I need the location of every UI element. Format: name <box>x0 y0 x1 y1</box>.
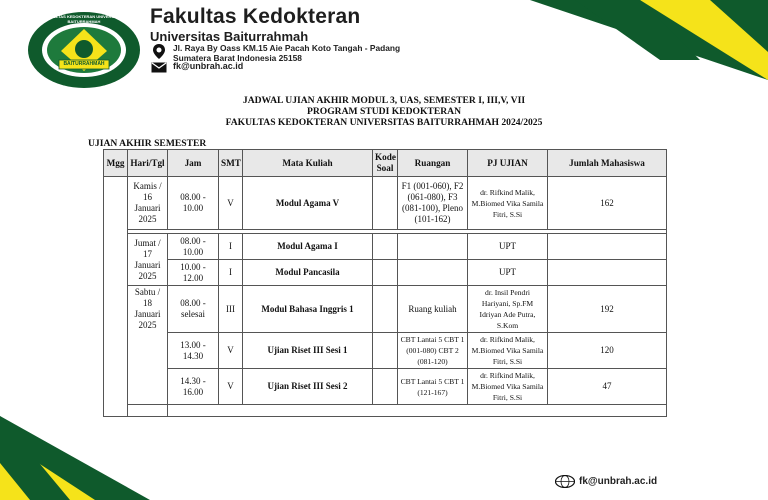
cell-hari: Kamis / 16 Januari 2025 <box>128 177 168 230</box>
cell-mata-kuliah: Modul Agama I <box>243 234 373 260</box>
cell-ruangan <box>398 234 468 260</box>
cell-jumlah: 192 <box>548 286 667 333</box>
mail-icon <box>151 62 167 73</box>
header-email[interactable]: fk@unbrah.ac.id <box>173 61 244 71</box>
cell-jumlah <box>548 260 667 286</box>
cell-pj-ujian: dr. Rifkind Malik, M.Biomed Vika Samila Fitri, S.Si <box>468 369 548 405</box>
university-name: Universitas Baiturrahmah <box>150 29 309 44</box>
location-pin-icon <box>152 44 166 60</box>
cell-ruangan: CBT Lantai 5 CBT 1 (001-080) CBT 2 (081-120) <box>398 333 468 369</box>
logo-ring-text: FAKULTAS KEDOKTERAN UNIVERSITAS BAITURRAHMAH <box>45 14 123 24</box>
address-line-2: Sumatera Barat Indonesia 25158 <box>173 53 302 63</box>
cell-smt: V <box>219 369 243 405</box>
header-smt: SMT <box>219 150 243 177</box>
cell-mata-kuliah: Ujian Riset III Sesi 2 <box>243 369 373 405</box>
title-line-3: FAKULTAS KEDOKTERAN UNIVERSITAS BAITURRAHMAH 2024/2025 <box>225 117 543 128</box>
cell-jumlah: 47 <box>548 369 667 405</box>
table-row <box>104 260 667 286</box>
cell-pj-ujian: dr. Rifkind Malik, M.Biomed Vika Samila Fitri, S.Si <box>468 333 548 369</box>
cell-pj-ujian: UPT <box>468 260 548 286</box>
cell-kode-soal <box>373 286 398 333</box>
address-line-1: Jl. Raya By Oass KM.15 Aie Pacah Koto Tangah - Padang <box>173 43 401 53</box>
header-ruangan: Ruangan <box>398 150 468 177</box>
cell-jam: 08.00 - 10.00 <box>168 177 219 230</box>
cell-ruangan: Ruang kuliah <box>398 286 468 333</box>
cell-ruangan: F1 (001-060), F2 (061-080), F3 (081-100), Pleno (101-162) <box>398 177 468 230</box>
cell-kode-soal <box>373 260 398 286</box>
cell-pj-ujian: dr. Insil Pendri Hariyani, Sp.FM Idriyan Ade Putra, S.Kom <box>468 286 548 333</box>
exam-schedule-table <box>103 149 667 417</box>
bottom-left-decoration <box>0 408 220 500</box>
document-title <box>0 95 768 128</box>
header-pj-ujian: PJ UJIAN <box>468 150 548 177</box>
cell-empty <box>168 405 667 417</box>
header-kode-soal: Kode Soal <box>373 150 398 177</box>
logo-banner-text: BAITURRAHMAH <box>63 61 105 67</box>
cell-jam: 08.00 - 10.00 <box>168 234 219 260</box>
section-label: UJIAN AKHIR SEMESTER <box>88 138 207 149</box>
cell-pj-ujian: dr. Rifkind Malik, M.Biomed Vika Samila Fitri, S.Si <box>468 177 548 230</box>
cell-jumlah: 120 <box>548 333 667 369</box>
header-mgg: Mgg <box>104 150 128 177</box>
cell-smt: V <box>219 333 243 369</box>
table-row <box>104 333 667 369</box>
cell-jam: 10.00 - 12.00 <box>168 260 219 286</box>
cell-pj-ujian: UPT <box>468 234 548 260</box>
cell-hari: Sabtu / 18 Januari 2025 <box>128 286 168 405</box>
cell-mgg <box>104 177 128 417</box>
header-jumlah: Jumlah Mahasiswa <box>548 150 667 177</box>
faculty-name: Fakultas Kedokteran <box>150 5 361 28</box>
cell-jumlah: 162 <box>548 177 667 230</box>
top-right-decoration <box>470 0 768 80</box>
cell-jam: 14.30 - 16.00 <box>168 369 219 405</box>
cell-mata-kuliah: Modul Pancasila <box>243 260 373 286</box>
footer-email[interactable]: fk@unbrah.ac.id <box>579 476 658 487</box>
title-line-1: JADWAL UJIAN AKHIR MODUL 3, UAS, SEMESTER I, III,V, VII <box>242 95 526 106</box>
cell-ruangan <box>398 260 468 286</box>
table-row <box>104 177 667 230</box>
university-logo <box>27 11 142 89</box>
cell-kode-soal <box>373 234 398 260</box>
address <box>173 43 400 63</box>
table-row <box>104 405 667 417</box>
header-hari: Hari/Tgl <box>128 150 168 177</box>
title-line-2: PROGRAM STUDI KEDOKTERAN <box>306 106 462 117</box>
cell-mata-kuliah: Modul Bahasa Inggris 1 <box>243 286 373 333</box>
cell-smt: I <box>219 234 243 260</box>
header-jam: Jam <box>168 150 219 177</box>
table-row <box>104 369 667 405</box>
cell-kode-soal <box>373 369 398 405</box>
cell-smt: V <box>219 177 243 230</box>
header-mata-kuliah: Mata Kuliah <box>243 150 373 177</box>
cell-smt: I <box>219 260 243 286</box>
table-header-row <box>104 150 667 177</box>
cell-ruangan: CBT Lantai 5 CBT 1 (121-167) <box>398 369 468 405</box>
table-row <box>104 234 667 260</box>
cell-jam: 08.00 - selesai <box>168 286 219 333</box>
footer-mail-icon <box>555 475 575 488</box>
table-row <box>104 286 667 333</box>
cell-hari: Jumat / 17 Januari 2025 <box>128 234 168 286</box>
cell-kode-soal <box>373 177 398 230</box>
cell-jam: 13.00 - 14.30 <box>168 333 219 369</box>
cell-kode-soal <box>373 333 398 369</box>
cell-mata-kuliah: Modul Agama V <box>243 177 373 230</box>
cell-hari <box>128 405 168 417</box>
cell-smt: III <box>219 286 243 333</box>
cell-mata-kuliah: Ujian Riset III Sesi 1 <box>243 333 373 369</box>
cell-jumlah <box>548 234 667 260</box>
